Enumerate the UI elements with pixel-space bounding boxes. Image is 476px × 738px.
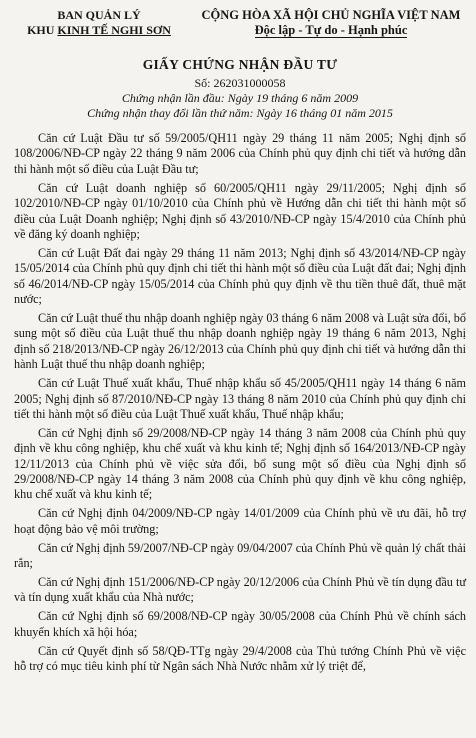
change-issue-date: Chứng nhận thay đổi lần thứ năm: Ngày 16 tháng 01 năm 2015 <box>87 106 393 120</box>
legal-basis-paragraph: Căn cứ Nghị định 59/2007/NĐ-CP ngày 09/04/2007 của Chính Phủ về quản lý chất thải rắn; <box>14 540 466 571</box>
legal-basis-paragraph: Căn cứ Luật Đầu tư số 59/2005/QH11 ngày 29 tháng 11 năm 2005; Nghị định số 108/2006/NĐ-CP ngày 22 tháng 9 năm 2006 của Chính phủ quy định chi tiết và hướng dẫn thi hành một số điều của Luật Đầu tư; <box>14 131 466 176</box>
legal-basis-paragraph: Căn cứ Luật thuế thu nhập doanh nghiệp ngày 03 tháng 6 năm 2008 và Luật sửa đổi, bổ sung một số điều của Luật thuế thu nhập doanh nghiệp ngày 19 tháng 6 năm 2013, Nghị định số 218/2013/NĐ-CP ngày 26/12/2013 của Chính phủ quy định chi tiết và hướng dẫn thi hành Luật thuế thu nhập doanh nghiệp; <box>14 310 466 372</box>
national-title <box>196 8 466 38</box>
org-line-1: BAN QUẢN LÝ <box>57 8 141 22</box>
legal-basis-paragraph: Căn cứ Nghị định 04/2009/NĐ-CP ngày 14/01/2009 của Chính phủ về ưu đãi, hỗ trợ hoạt động bảo vệ môi trường; <box>14 506 466 536</box>
legal-basis-paragraph: Căn cứ Luật Thuế xuất khẩu, Thuế nhập khẩu số 45/2005/QH11 ngày 14 tháng 6 năm 2005; Nghị định số 87/2010/NĐ-CP ngày 13 tháng 8 năm 2010 của Chính phủ quy định chi tiết thi hành một số điều của Luật Thuế xuất khẩu, Thuế nhập khẩu; <box>14 376 466 421</box>
legal-basis-paragraph: Căn cứ Quyết định số 58/QĐ-TTg ngày 29/4/2008 của Thủ tướng Chính Phủ về việc hỗ trợ có mục tiêu kinh phí từ Ngân sách Nhà Nước nhằm xử lý triệt để, <box>14 643 466 673</box>
legal-basis-paragraph: Căn cứ Nghị định số 69/2008/NĐ-CP ngày 30/05/2008 của Chính Phủ về chính sách khuyến khích xã hội hóa; <box>14 609 466 639</box>
legal-basis-paragraph: Căn cứ Luật Đất đai ngày 29 tháng 11 năm 2013; Nghị định số 43/2014/NĐ-CP ngày 15/05/2014 của Chính phủ quy định chi tiết thi hành một số điều của Luật đất đai; Nghị định số 46/2014/NĐ-CP ngày 15/05/2014 của Chính phủ quy định về thu tiền thuê đất, thuê mặt nước; <box>14 245 466 307</box>
certificate-number: Số: 262031000058 <box>194 76 286 90</box>
issuing-organization <box>14 8 184 38</box>
country-name: CỘNG HÒA XÃ HỘI CHỦ NGHĨA VIỆT NAM <box>201 8 461 22</box>
national-motto: Độc lập - Tự do - Hạnh phúc <box>254 23 408 37</box>
legal-basis-paragraph: Căn cứ Nghị định 151/2006/NĐ-CP ngày 20/12/2006 của Chính Phủ về tín dụng đầu tư và tín dụng xuất khẩu của Nhà nước; <box>14 574 466 605</box>
legal-basis-paragraph: Căn cứ Luật doanh nghiệp số 60/2005/QH11 ngày 29/11/2005; Nghị định số 102/2010/NĐ-CP ngày 01/10/2010 của Chính phủ về Hướng dẫn chi tiết thi hành một số điều của Luật Doanh nghiệp; Nghị định số 43/2010/NĐ-CP ngày 15/4/2010 của Chính phủ về đăng ký doanh nghiệp; <box>14 180 466 241</box>
first-issue-date: Chứng nhận lần đầu: Ngày 19 tháng 6 năm 2009 <box>121 91 359 105</box>
document-body <box>14 131 466 674</box>
org-line-2: KHU KINH TẾ NGHI SƠN <box>27 23 171 37</box>
document-title: GIẤY CHỨNG NHẬN ĐẦU TƯ <box>142 57 338 72</box>
legal-basis-paragraph: Căn cứ Nghị định số 29/2008/NĐ-CP ngày 14 tháng 3 năm 2008 của Chính phủ quy định về khu công nghiệp, khu chế xuất và khu kinh tế; Nghị định số 164/2013/NĐ-CP ngày 12/11/2013 của Chính phủ về việc sửa đổi, bổ sung một số điều của Nghị định số 29/2008/NĐ-CP ngày 14 tháng 3 năm 2008 của Chính phủ quy định về khu công nghiệp, khu chế xuất và khu kinh tế; <box>14 425 466 502</box>
document-header <box>14 8 466 38</box>
